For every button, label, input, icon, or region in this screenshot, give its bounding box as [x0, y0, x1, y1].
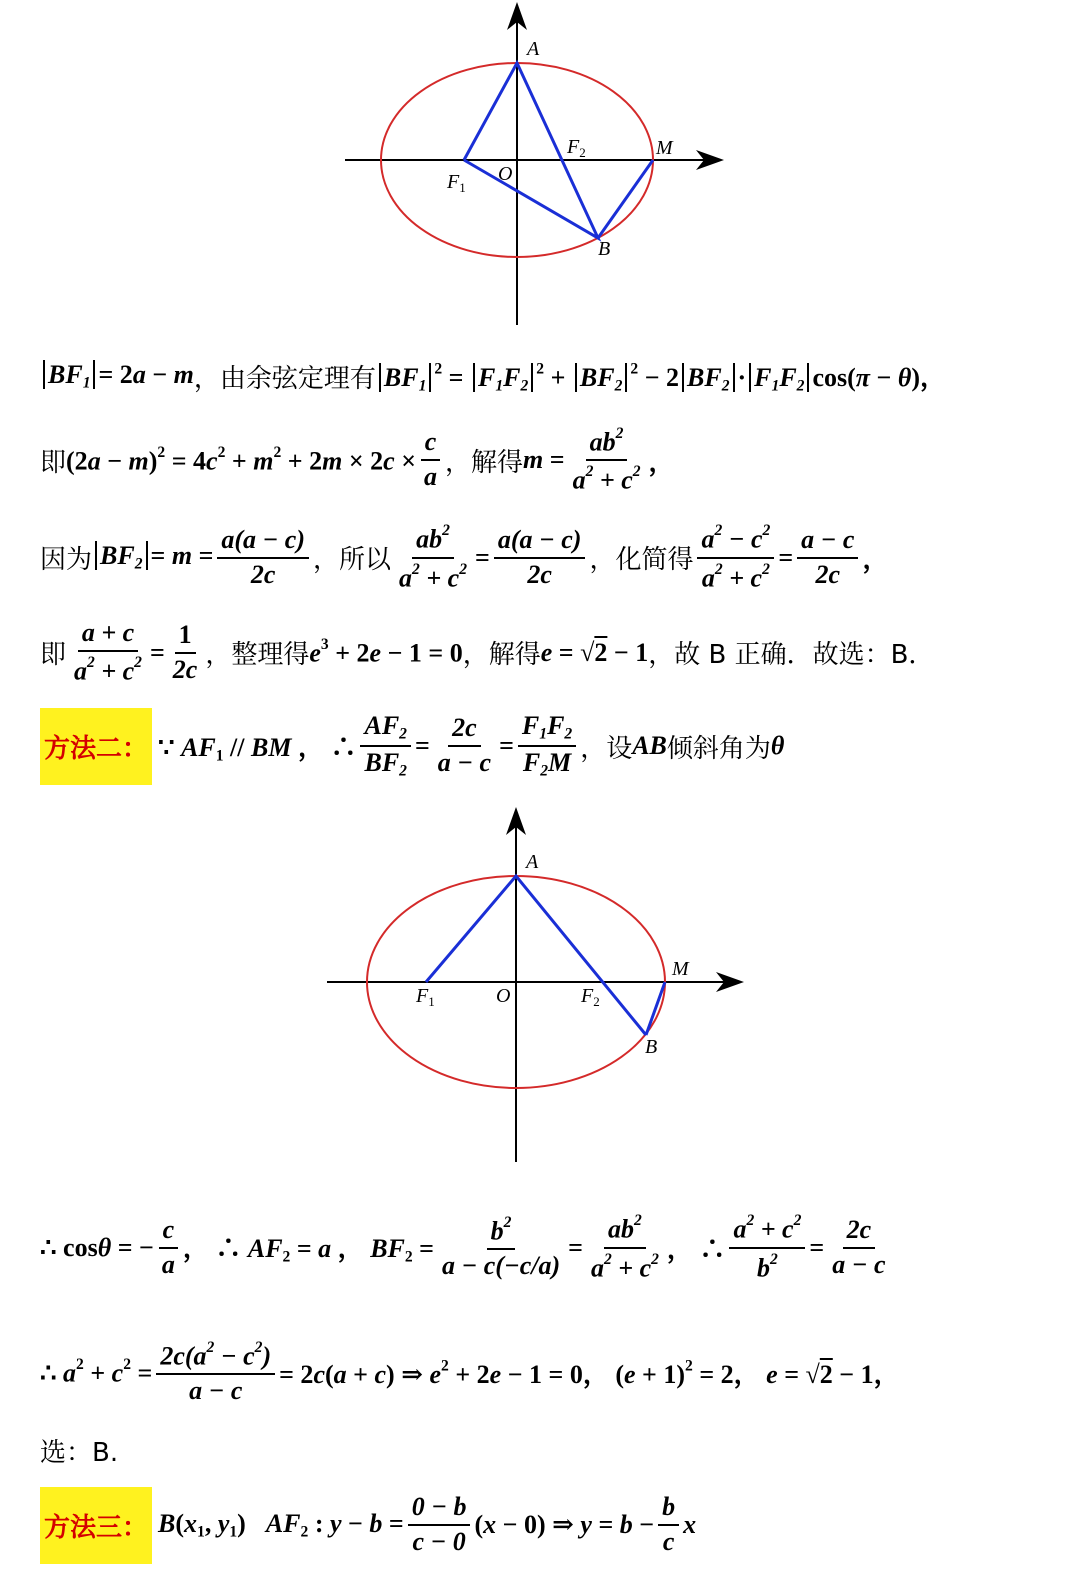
label-F1: $F_1$: [447, 171, 466, 195]
line-9: 方法三： $B(x_1$, $y_1$) $AF_2$ : y − b = $\frac{0 - b}{c - 0}$ (x − 0) ⇒ y = b − $\frac{b}{c}$ x: [40, 1485, 1060, 1565]
text-l1-cn1: ，由余弦定理有: [193, 363, 376, 394]
triangle-segments: [426, 876, 646, 1035]
text-l4-cn2: ，整理得: [205, 640, 310, 670]
label-M: M: [656, 137, 673, 159]
label-F2: $F_2$: [567, 136, 586, 160]
label-O: O: [498, 163, 513, 185]
text-l3-cn2: ，所以: [313, 545, 392, 575]
text-l4-cn1: 即: [40, 640, 67, 670]
label-B: B: [645, 1036, 658, 1058]
line-6: ∴ cosθ = − $\frac{c}{a}$ ， ∴ $AF_2 = a$ ， $BF_2$ = $\frac{b^2}{a - c(-c/a)}$ = $\frac{ab^2}{a^2 + c^2}$ ， ∴ $\frac{a^2 + c^2}{b^2}$ = $\frac{2c}{a - c}$: [40, 1212, 886, 1282]
text-l4-cn3: ，解得: [462, 640, 541, 670]
text-l3-cn3: ，化简得: [589, 545, 694, 575]
label-A: A: [527, 38, 540, 60]
text-l3-cn1: 因为: [40, 545, 93, 575]
label-F2: $F_2$: [581, 985, 600, 1009]
line-5: 方法二： ∵ $AF_1$ // BM ， ∴ $\frac{AF_2}{BF_2}$ = $\frac{2c}{a - c}$ = $\frac{F_1F_2}{F_2M}$ ，设 AB 倾斜角为 θ: [40, 705, 1060, 787]
line-3: 因为 $BF_2 = m$ = $\frac{a(a - c)}{2c}$ ，所以 $\frac{ab^2}{a^2 + c^2}$ = $\frac{a(a - c)}{2c}$ ，化简得 $\frac{a^2 - c^2}{a^2 + c^2}$ = $\frac{a - c}{2c}$ ，: [40, 522, 889, 592]
label-O: O: [496, 985, 511, 1007]
label-F1: $F_1$: [416, 985, 435, 1009]
ellipse-figure-2: [0, 805, 1080, 1170]
method-2-label: 方法二：: [40, 708, 152, 785]
text-l4-cn4: ，故 B 正确．故选：B．: [648, 640, 935, 670]
segment-BM: [598, 160, 653, 238]
line-4: 即 $\frac{a + c}{a^2 + c^2}$ = $\frac{1}{2c}$ ，整理得 $e^3 + 2e - 1 = 0$ ，解得 e = √2 − 1 ，故 B 正确．故选：B．: [40, 618, 935, 686]
text-l2-cn2: ，解得: [445, 447, 524, 478]
text-l2-cn1: 即: [40, 447, 67, 478]
label-M: M: [672, 958, 689, 980]
segment-BM: [646, 982, 665, 1035]
label-A: A: [526, 851, 539, 873]
line-1: $BF_1 = 2a - m$ ，由余弦定理有 $BF_1^2 = F_1F_2^2 + BF_2^2 - 2$ $BF_2 \cdot F_1F_2$ cos(π − θ)，: [40, 350, 1060, 402]
label-B: B: [598, 238, 611, 260]
method-3-label: 方法三：: [40, 1487, 152, 1564]
ellipse-figure-1: [0, 0, 1080, 335]
text-l5-cn1: ，设: [580, 733, 633, 764]
line-2: 即 $(2a - m)^2 = 4c^2 + m^2 + 2m \times 2c$ × $\frac{c}{a}$ ，解得 m = $\frac{ab^2}{a^2 + c^2}$ ，: [40, 424, 675, 495]
line-7: ∴ $a^2 + c^2$ = $\frac{2c(a^2 - c^2)}{a - c}$ = 2c(a + c) ⇒ $e^2 + 2e - 1 = 0$， $(e + 1)^2 = 2$， e = √2 − 1，: [40, 1339, 900, 1406]
select-line: 选：B.: [40, 1437, 119, 1468]
text-l5-cn2: 倾斜角为: [666, 733, 771, 764]
